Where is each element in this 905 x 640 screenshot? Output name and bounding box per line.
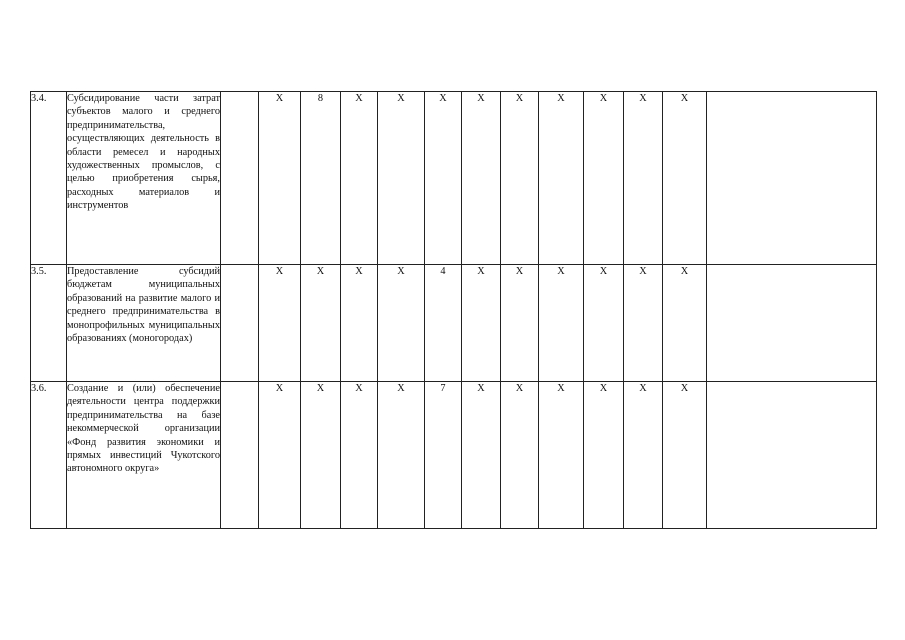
value-cell: Х bbox=[462, 92, 501, 265]
value-cell: Х bbox=[663, 265, 707, 382]
value-cell: Х bbox=[341, 92, 378, 265]
value-cell: Х bbox=[584, 265, 624, 382]
notes-cell bbox=[707, 92, 877, 265]
row-number: 3.6. bbox=[31, 382, 67, 529]
value-cell: Х bbox=[501, 382, 539, 529]
blank-cell bbox=[221, 382, 259, 529]
value-cell: 7 bbox=[425, 382, 462, 529]
value-cell: Х bbox=[341, 382, 378, 529]
value-cell: Х bbox=[624, 92, 663, 265]
value-cell: Х bbox=[584, 382, 624, 529]
value-cell: Х bbox=[301, 265, 341, 382]
value-cell: Х bbox=[378, 92, 425, 265]
row-number: 3.5. bbox=[31, 265, 67, 382]
notes-cell bbox=[707, 382, 877, 529]
value-cell: Х bbox=[539, 92, 584, 265]
value-cell: Х bbox=[259, 92, 301, 265]
value-cell: Х bbox=[501, 92, 539, 265]
row-number: 3.4. bbox=[31, 92, 67, 265]
value-cell: Х bbox=[425, 92, 462, 265]
value-cell: Х bbox=[624, 265, 663, 382]
table-row bbox=[31, 92, 877, 265]
table-row bbox=[31, 382, 877, 529]
value-cell: Х bbox=[462, 265, 501, 382]
notes-cell bbox=[707, 265, 877, 382]
value-cell: 8 bbox=[301, 92, 341, 265]
value-cell: Х bbox=[462, 382, 501, 529]
row-description: Субсидирование части затрат субъектов малого и среднего предпринимательства, осуществляющих деятельность в области ремесел и народных художественных промыслов, с целью приобретения сырья, расходных материалов и инструментов bbox=[67, 92, 221, 265]
value-cell: Х bbox=[624, 382, 663, 529]
blank-cell bbox=[221, 265, 259, 382]
value-cell: Х bbox=[378, 265, 425, 382]
row-description: Предоставление субсидий бюджетам муниципальных образований на развитие малого и среднего предпринимательства в монопрофильных муниципальных образованиях (моногородах) bbox=[67, 265, 221, 382]
table-row bbox=[31, 265, 877, 382]
value-cell: Х bbox=[539, 265, 584, 382]
value-cell: Х bbox=[663, 92, 707, 265]
blank-cell bbox=[221, 92, 259, 265]
value-cell: Х bbox=[501, 265, 539, 382]
value-cell: Х bbox=[539, 382, 584, 529]
value-cell: Х bbox=[259, 265, 301, 382]
row-description: Создание и (или) обеспечение деятельности центра поддержки предпринимательства на базе некоммерческой организации «Фонд развития экономики и прямых инвестиций Чукотского автономного округа» bbox=[67, 382, 221, 529]
value-cell: Х bbox=[259, 382, 301, 529]
value-cell: Х bbox=[584, 92, 624, 265]
value-cell: 4 bbox=[425, 265, 462, 382]
value-cell: Х bbox=[378, 382, 425, 529]
value-cell: Х bbox=[301, 382, 341, 529]
value-cell: Х bbox=[341, 265, 378, 382]
program-table bbox=[30, 91, 877, 529]
value-cell: Х bbox=[663, 382, 707, 529]
